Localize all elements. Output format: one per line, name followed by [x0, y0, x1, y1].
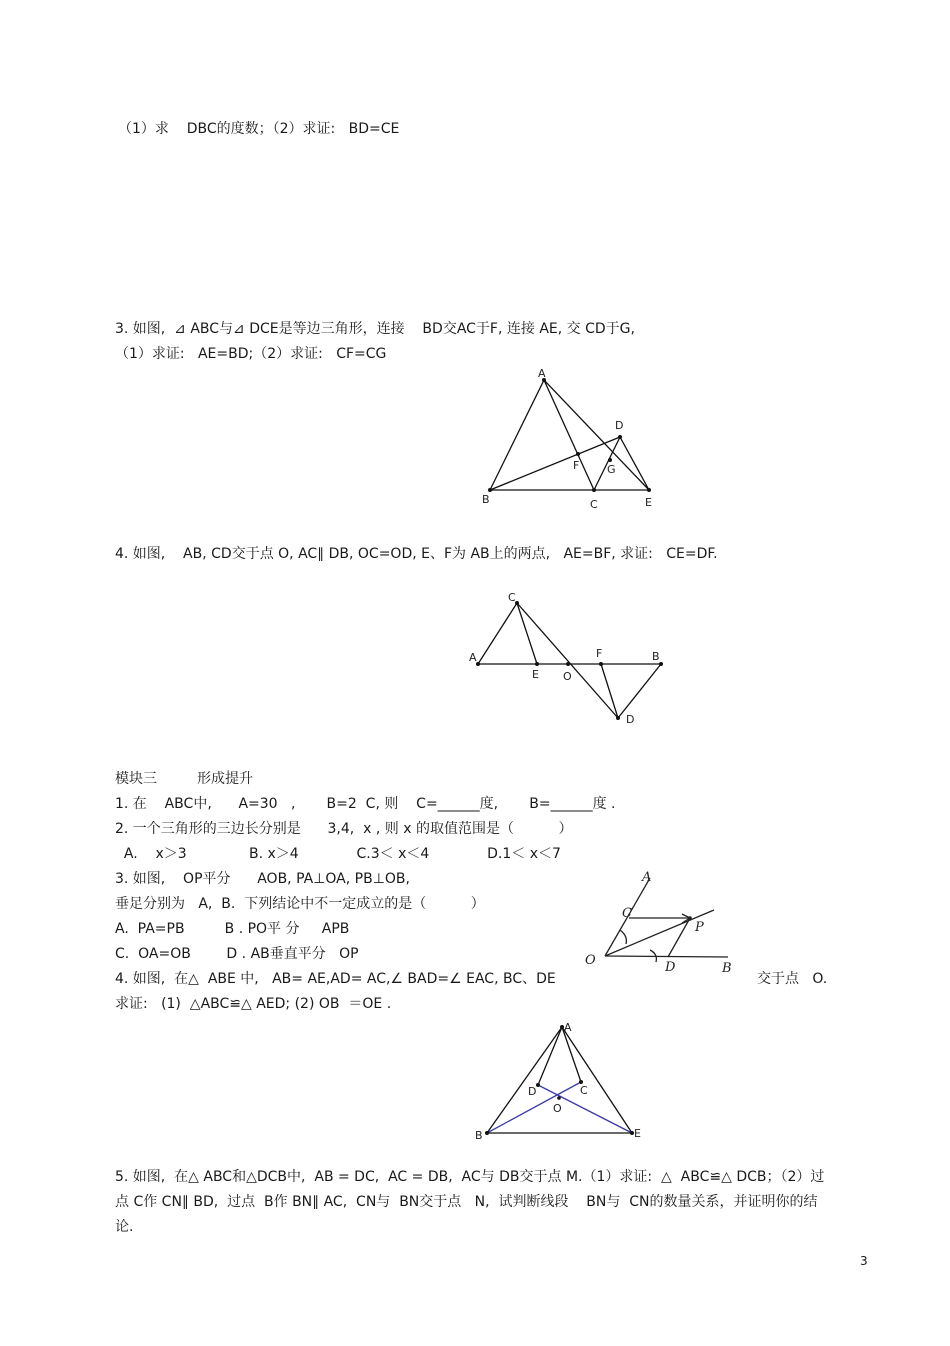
q3-prove: （1）求证: AE=BD;（2）求证: CF=CG	[115, 346, 387, 362]
m3-p3-label-o: O	[585, 953, 596, 968]
q4-figure	[465, 588, 675, 728]
m3-p4-label-c: C	[580, 1084, 588, 1097]
q4-statement: 4. 如图, AB, CD交于点 O, AC∥ DB, OC=OD, E、F为 AB上的两点, AE=BF, 求证: CE=DF.	[115, 546, 718, 562]
q4-label-a: A	[469, 651, 477, 664]
m3-problem-4-figure	[470, 1015, 660, 1150]
q3-label-c: C	[590, 498, 598, 511]
q3-label-g: G	[607, 463, 616, 476]
q3-label-a: A	[538, 367, 546, 380]
q4-label-c: C	[508, 591, 516, 604]
q3-statement: 3. 如图, ⊿ ABC与⊿ DCE是等边三角形，连接 BD交AC于F, 连接 AE, 交 CD于G,	[115, 321, 635, 337]
m3-problem-3-option-ab: A. PA=PB B . PO平 分 APB	[115, 921, 350, 937]
q4-label-o: O	[563, 670, 572, 683]
m3-p4-label-d: D	[528, 1085, 537, 1098]
m3-problem-3-line1: 3. 如图, OP平分 AOB, PA⊥OA, PB⊥OB,	[115, 871, 410, 887]
m3-p3-label-b: B	[722, 961, 732, 976]
m3-p4-label-o: O	[553, 1102, 562, 1115]
m3-problem-4-line1-tail: 交于点 O.	[757, 971, 828, 987]
m3-problem-5-line3: 论.	[115, 1219, 134, 1235]
m3-problem-2: 2. 一个三角形的三边长分别是 3,4, x , 则 x 的取值范围是（ ）	[115, 821, 573, 837]
m3-problem-3-option-cd: C. OA=OB D . AB垂直平分 OP	[115, 946, 359, 962]
m3-problem-4-line1: 4. 如图, 在△ ABE 中, AB= AE,AD= AC,∠ BAD=∠ EAC, BC、DE	[115, 971, 556, 987]
q4-label-e: E	[532, 668, 539, 681]
m3-problem-3-line2: 垂足分别为 A, B. 下列结论中不一定成立的是（ ）	[115, 896, 485, 912]
q3-label-b: B	[482, 493, 490, 506]
m3-p4-label-a: A	[564, 1021, 572, 1034]
m3-p3-label-d: D	[665, 960, 676, 975]
m3-problem-5-line2: 点 C作 CN∥ BD, 过点 B作 BN∥ AC, CN与 BN交于点 N, 试判断线段 BN与 CN的数量关系，并证明你的结	[115, 1194, 818, 1210]
m3-p3-label-a: A	[642, 870, 652, 885]
m3-problem-1: 1. 在 ABC中, A=30 , B=2 C, 则 C=______度, B=______度 .	[115, 796, 616, 812]
q4-label-b: B	[652, 650, 660, 663]
q3-label-e: E	[645, 496, 652, 509]
module3-heading: 模块三 形成提升	[115, 771, 254, 787]
q3-figure	[475, 365, 665, 515]
m3-problem-2-options: A. x＞3 B. x＞4 C.3＜ x＜4 D.1＜ x＜7	[115, 846, 561, 862]
q4-label-f: F	[596, 647, 603, 660]
question-text-top: （1）求 DBC的度数；（2）求证: BD=CE	[118, 121, 400, 137]
q4-label-d: D	[626, 713, 635, 726]
page-number: 3	[860, 1254, 868, 1268]
q3-label-d: D	[615, 419, 624, 432]
m3-problem-4-line2: 求证: (1) △ABC≌△ AED; (2) OB ＝OE .	[115, 996, 392, 1012]
m3-p4-label-e: E	[634, 1127, 641, 1140]
m3-p4-label-b: B	[475, 1129, 483, 1142]
m3-p3-label-p: P	[695, 920, 704, 935]
q3-label-f: F	[573, 459, 580, 472]
m3-problem-5-line1: 5. 如图, 在△ ABC和△DCB中, AB = DC, AC = DB, AC与 DB交于点 M.（1）求证: △ ABC≌△ DCB；（2）过	[115, 1169, 825, 1185]
m3-problem-3-figure	[580, 868, 750, 978]
m3-p3-label-c: C	[622, 906, 632, 921]
